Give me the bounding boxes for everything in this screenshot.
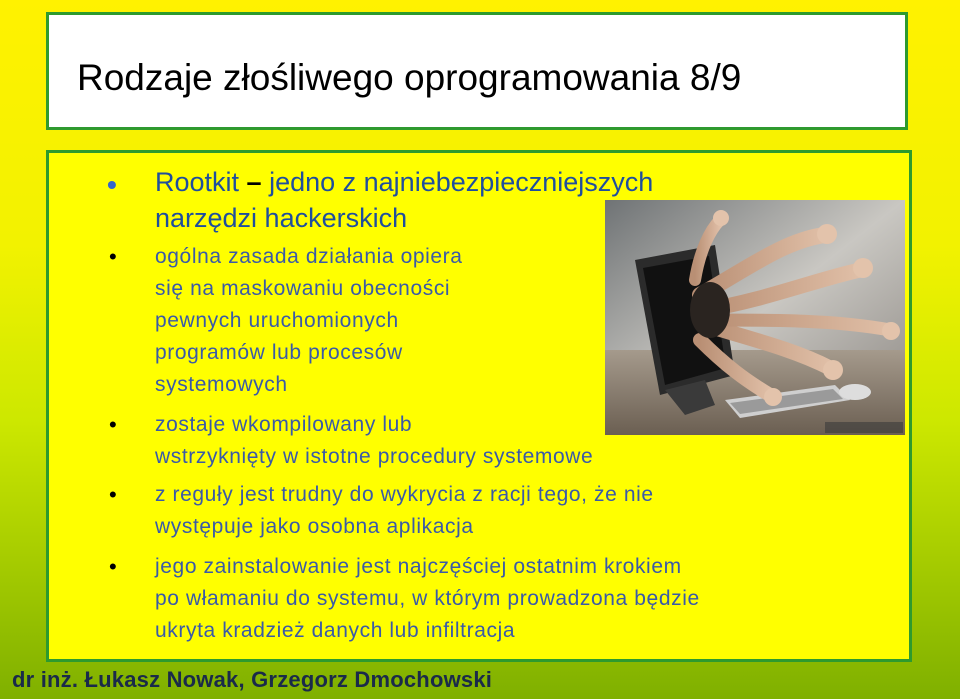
sub-bullet-2 — [109, 409, 875, 473]
sub-bullet-1-dot: • — [109, 244, 118, 269]
sub-bullet-1-line-2: się na maskowaniu obecności — [155, 277, 451, 300]
sub-bullet-4-line-3: ukryta kradzież danych lub infiltracja — [155, 619, 516, 642]
sub-bullet-2-line-1: zostaje wkompilowany lub — [155, 413, 413, 436]
sub-bullet-1-line-3: pewnych uruchomionych — [155, 309, 399, 332]
sub-bullet-1-line-5: systemowych — [155, 373, 288, 396]
sub-bullet-3 — [109, 479, 875, 543]
main-bullet-dash: – — [239, 167, 270, 197]
sub-bullet-1-line-4: programów lub procesów — [155, 341, 403, 364]
sub-bullet-3-dot: • — [109, 482, 118, 507]
sub-bullet-1-line-1: ogólna zasada działania opiera — [155, 245, 463, 268]
slide-title: Rodzaje złośliwego oprogramowania 8/9 — [77, 57, 742, 98]
sub-bullet-1 — [109, 241, 585, 401]
content-box — [46, 150, 912, 662]
main-bullet-line2: narzędzi hackerskich — [155, 203, 408, 233]
sub-bullet-4-line-1: jego zainstalowanie jest najczęściej ostatnim krokiem — [155, 555, 682, 578]
main-bullet-line1: jedno z najniebezpieczniejszych — [269, 167, 654, 197]
sub-bullet-3-line-2: występuje jako osobna aplikacja — [155, 515, 474, 538]
sub-bullet-2-line-2: wstrzyknięty w istotne procedury systemowe — [155, 445, 594, 468]
title-box — [46, 12, 908, 130]
sub-bullet-2-dot: • — [109, 412, 118, 437]
main-bullet-dot: • — [107, 169, 117, 200]
monitor-with-reaching-arms-image — [605, 200, 905, 435]
main-bullet-keyword: Rootkit — [155, 167, 240, 197]
sub-bullet-4-dot: • — [109, 554, 118, 579]
sub-bullet-4-line-2: po włamaniu do systemu, w którym prowadzona będzie — [155, 587, 700, 610]
sub-bullet-3-line-1: z reguły jest trudny do wykrycia z racji tego, że nie — [155, 483, 654, 506]
footer-authors: dr inż. Łukasz Nowak, Grzegorz Dmochowski — [12, 667, 493, 692]
sub-bullet-4 — [109, 551, 875, 647]
